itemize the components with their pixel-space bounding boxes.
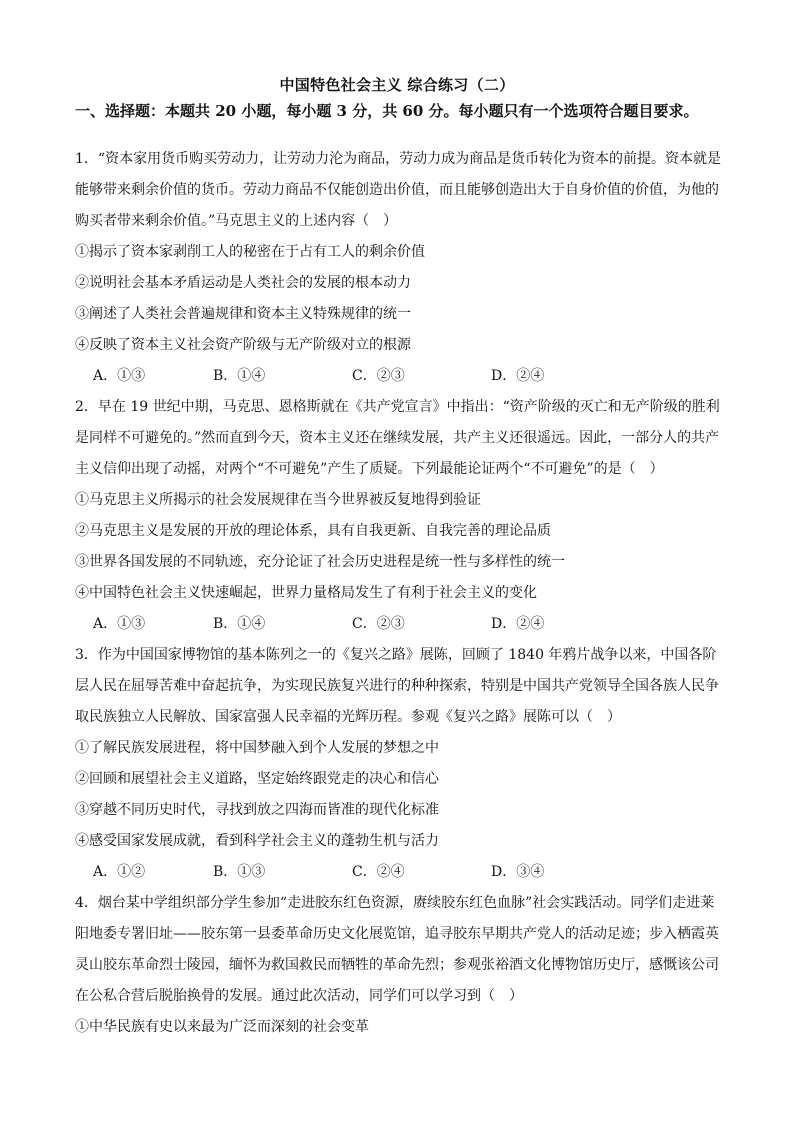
question-1-option-1: ①揭示了资本家剥削工人的秘密在于占有工人的剩余价值 [75, 244, 425, 260]
question-2-option-4: ④中国特色社会主义快速崛起，世界力量格局发生了有利于社会主义的变化 [75, 585, 537, 601]
question-1-option-3: ③阐述了人类社会普遍规律和资本主义特殊规律的统一 [75, 306, 411, 322]
question-1-option-4: ④反映了资本主义社会资产阶级与无产阶级对立的根源 [75, 337, 411, 353]
choice-a[interactable]: A．①② [93, 864, 146, 880]
question-3-stem: 3．作为中国国家博物馆的基本陈列之一的《复兴之路》展陈，回顾了 1840 年鸦片战争以来，中国各阶层人民在屈辱苦难中奋起抗争，为实现民族复兴进行的种种探索，特别是中国共产党领导全国各族人民争取民族独立人民解放、国家富强人民幸福的光辉历程。参观《复兴之路》展陈可以（ ） [75, 647, 719, 725]
choice-c[interactable]: C．②④ [352, 864, 405, 880]
choice-b[interactable]: B．①④ [213, 616, 266, 632]
question-2-option-3: ③世界各国发展的不同轨迹，充分论证了社会历史进程是统一性与多样性的统一 [75, 554, 565, 570]
choice-b[interactable]: B．①③ [213, 864, 266, 880]
choice-d[interactable]: D．②④ [491, 368, 545, 384]
question-2-option-1: ①马克思主义所揭示的社会发展规律在当今世界被反复地得到验证 [75, 492, 481, 508]
choice-a[interactable]: A．①③ [93, 368, 146, 384]
question-3-option-4: ④感受国家发展成就，看到科学社会主义的蓬勃生机与活力 [75, 833, 439, 849]
question-2-option-2: ②马克思主义是发展的开放的理论体系，具有自我更新、自我完善的理论品质 [75, 523, 551, 539]
choice-a[interactable]: A．①③ [93, 616, 146, 632]
question-3-option-1: ①了解民族发展进程，将中国梦融入到个人发展的梦想之中 [75, 740, 439, 756]
choice-b[interactable]: B．①④ [213, 368, 266, 384]
question-2-stem: 2．早在 19 世纪中期，马克思、恩格斯就在《共产党宣言》中指出：“资产阶级的灭亡和无产阶级的胜利是同样不可避免的。”然而直到今天，资本主义还在继续发展，共产主义还很遥远。因此，一部分人的共产主义信仰出现了动摇，对两个“不可避免”产生了质疑。下列最能论证两个“不可避免”的是（ ） [75, 399, 720, 477]
choice-c[interactable]: C．②③ [352, 616, 405, 632]
section-header: 一、选择题：本题共 20 小题，每小题 3 分，共 60 分。每小题只有一个选项符合题目要求。 [75, 102, 699, 120]
choice-d[interactable]: D．③④ [491, 864, 545, 880]
choice-d[interactable]: D．②④ [491, 616, 545, 632]
question-3-option-2: ②回顾和展望社会主义道路，坚定始终跟党走的决心和信心 [75, 771, 439, 787]
question-4-option-1: ①中华民族有史以来最为广泛而深刻的社会变革 [75, 1019, 369, 1035]
question-3-option-3: ③穿越不同历史时代，寻找到放之四海而皆准的现代化标准 [75, 802, 439, 818]
page-title: 中国特色社会主义 综合练习（二） [279, 76, 515, 94]
question-1-stem: 1．“资本家用货币购买劳动力，让劳动力沦为商品，劳动力成为商品是货币转化为资本的前提。资本就是能够带来剩余价值的货币。劳动力商品不仅能创造出价值，而且能够创造出大于自身价值的价值，为他的购买者带来剩余价值。”马克思主义的上述内容（ ） [75, 151, 722, 229]
choice-c[interactable]: C．②③ [352, 368, 405, 384]
question-1-option-2: ②说明社会基本矛盾运动是人类社会的发展的根本动力 [75, 275, 411, 291]
question-4-stem: 4．烟台某中学组织部分学生参加“走进胶东红色资源，赓续胶东红色血脉”社会实践活动。同学们走进莱阳地委专署旧址——胶东第一县委革命历史文化展览馆，追寻胶东早期共产党人的活动足迹；步入栖霞英灵山胶东革命烈士陵园，缅怀为救国救民而牺牲的革命先烈；参观张裕酒文化博物馆历史厅，感慨该公司在公私合营后脱胎换骨的发展。通过此次活动，同学们可以学习到（ ） [75, 895, 719, 1004]
